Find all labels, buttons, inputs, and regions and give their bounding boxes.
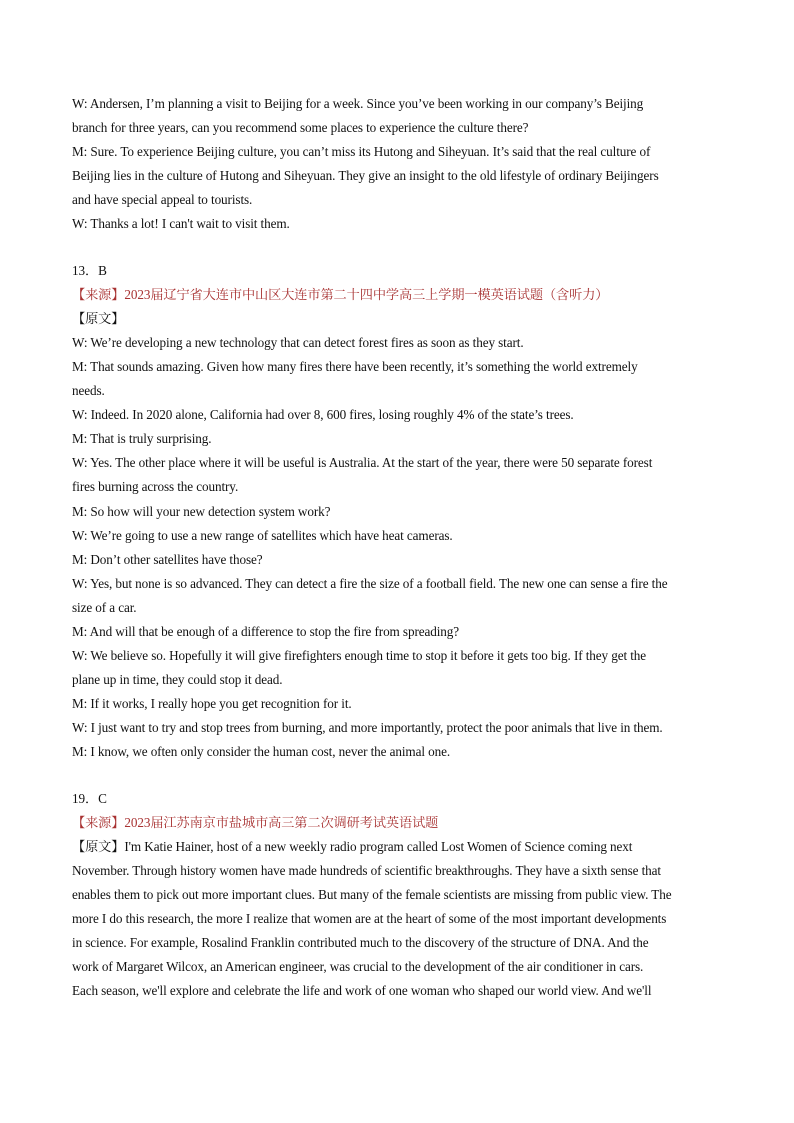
text-line: M: So how will your new detection system work? bbox=[72, 503, 331, 519]
source-tag: 【来源】 bbox=[72, 814, 125, 830]
text-line: Each season, we'll explore and celebrate the life and work of one woman who shaped our world view. And we'll bbox=[72, 983, 652, 999]
text-line: needs. bbox=[72, 383, 105, 399]
text-line: fires burning across the country. bbox=[72, 479, 239, 495]
text-line: W: Yes, but none is so advanced. They can detect a fire the size of a football field. The new one can sense a fire the bbox=[72, 575, 668, 591]
source-text: 2023届辽宁省大连市中山区大连市第二十四中学高三上学期一模英语试题（含听力） bbox=[124, 286, 609, 302]
text-line: M: That sounds amazing. Given how many fires there have been recently, it’s something the world extremely bbox=[72, 358, 638, 374]
text-line: W: I just want to try and stop trees from burning, and more importantly, protect the poor animals that live in them. bbox=[72, 720, 663, 736]
text-line: W: Yes. The other place where it will be useful is Australia. At the start of the year, there were 50 separate forest bbox=[72, 455, 653, 471]
text-line-content: I'm Katie Hainer, host of a new weekly radio program called Lost Women of Science coming next bbox=[124, 838, 633, 854]
text-line: W: We’re developing a new technology that can detect forest fires as soon as they start. bbox=[72, 334, 524, 350]
text-line: M: Sure. To experience Beijing culture, you can’t miss its Hutong and Siheyuan. It’s said that the real culture of bbox=[72, 144, 651, 160]
question-19 bbox=[72, 787, 724, 1004]
text-line bbox=[72, 835, 724, 859]
original-text-tag: 【原文】 bbox=[72, 838, 125, 854]
dialogue-block-1 bbox=[72, 92, 724, 237]
text-line: and have special appeal to tourists. bbox=[72, 192, 253, 208]
text-line: M: If it works, I really hope you get recognition for it. bbox=[72, 696, 352, 712]
text-line: W: Thanks a lot! I can't wait to visit them. bbox=[72, 216, 290, 232]
text-line: M: Don’t other satellites have those? bbox=[72, 551, 263, 567]
original-text-tag: 【原文】 bbox=[72, 310, 125, 326]
source-text: 2023届江苏南京市盐城市高三第二次调研考试英语试题 bbox=[124, 814, 439, 830]
text-line: in science. For example, Rosalind Franklin contributed much to the discovery of the structure of DNA. And the bbox=[72, 935, 649, 951]
source-line bbox=[72, 811, 724, 835]
text-line: branch for three years, can you recommend some places to experience the culture there? bbox=[72, 120, 529, 136]
source-tag: 【来源】 bbox=[72, 286, 125, 302]
text-line: M: And will that be enough of a difference to stop the fire from spreading? bbox=[72, 623, 460, 639]
source-line bbox=[72, 283, 724, 307]
text-line: Beijing lies in the culture of Hutong and Siheyuan. They give an insight to the old lifestyle of ordinary Beijingers bbox=[72, 168, 659, 184]
text-line: W: Indeed. In 2020 alone, California had over 8, 600 fires, losing roughly 4% of the state’s trees. bbox=[72, 407, 574, 423]
text-line: M: That is truly surprising. bbox=[72, 431, 212, 447]
text-line: W: We’re going to use a new range of satellites which have heat cameras. bbox=[72, 527, 453, 543]
text-line: work of Margaret Wilcox, an American engineer, was crucial to the development of the air conditioner in cars. bbox=[72, 959, 644, 975]
text-line: W: Andersen, I’m planning a visit to Beijing for a week. Since you’ve been working in our company’s Beijing bbox=[72, 96, 644, 111]
text-line: M: I know, we often only consider the human cost, never the animal one. bbox=[72, 744, 451, 760]
text-line: plane up in time, they could stop it dead. bbox=[72, 672, 283, 688]
text-line: W: We believe so. Hopefully it will give firefighters enough time to stop it before it gets too big. If they get the bbox=[72, 648, 647, 664]
text-line: enables them to pick out more important clues. But many of the female scientists are missing from public view. The bbox=[72, 886, 672, 902]
text-line: November. Through history women have made hundreds of scientific breakthroughs. They have a sixth sense that bbox=[72, 862, 661, 878]
question-number: 13．B bbox=[72, 262, 107, 278]
question-number: 19．C bbox=[72, 790, 107, 806]
text-line: size of a car. bbox=[72, 599, 137, 615]
text-line: more I do this research, the more I realize that women are at the heart of some of the most important developments bbox=[72, 911, 667, 926]
question-13 bbox=[72, 259, 724, 765]
